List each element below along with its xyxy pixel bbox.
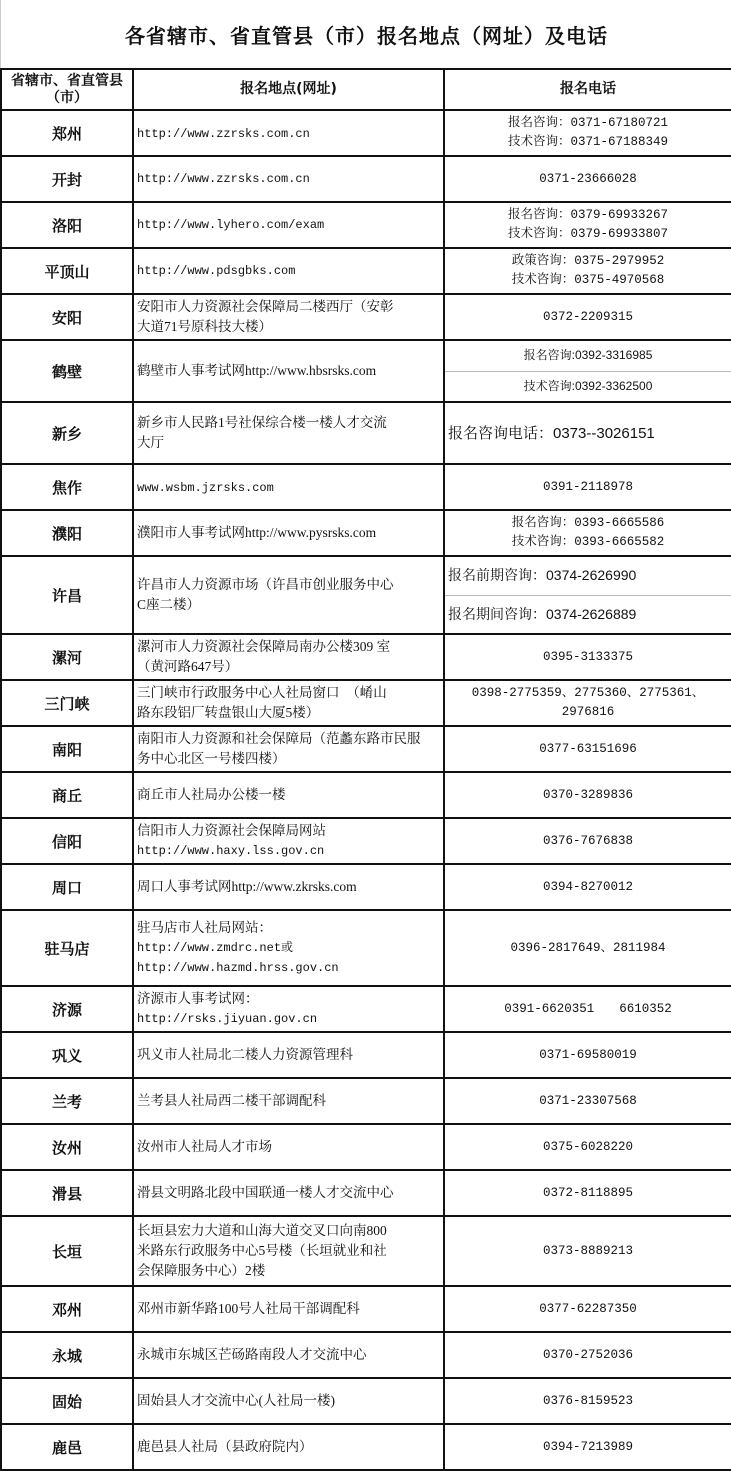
address-line: http://www.pdsgbks.com <box>137 264 296 278</box>
registration-phone <box>444 1124 731 1170</box>
registration-phone <box>444 1216 731 1286</box>
page-title: 各省辖市、省直管县（市）报名地点（网址）及电话 <box>0 0 731 69</box>
registration-address <box>133 986 444 1032</box>
city-name: 巩义 <box>1 1032 133 1078</box>
phone-line: 报名期间咨询：0374-2626889 <box>445 595 731 634</box>
registration-address <box>133 340 444 402</box>
table-row <box>1 202 731 248</box>
phone-line: 0377-63151696 <box>539 741 637 756</box>
phone-line: 0371-69580019 <box>539 1047 637 1062</box>
table-row <box>1 726 731 772</box>
registration-phone <box>444 464 731 510</box>
table-row <box>1 510 731 556</box>
registration-address <box>133 1124 444 1170</box>
table-row <box>1 340 731 402</box>
city-name: 济源 <box>1 986 133 1032</box>
city-name: 长垣 <box>1 1216 133 1286</box>
city-name: 滑县 <box>1 1170 133 1216</box>
registration-address <box>133 680 444 726</box>
table-row <box>1 1424 731 1470</box>
city-name: 开封 <box>1 156 133 202</box>
phone-line: 0371-23307568 <box>539 1093 637 1108</box>
table-row <box>1 986 731 1032</box>
registration-phone <box>444 634 731 680</box>
city-name: 固始 <box>1 1378 133 1424</box>
phone-line: 0373-8889213 <box>542 1243 633 1258</box>
address-line: http://www.lyhero.com/exam <box>137 218 325 232</box>
phone-line: 0376-8159523 <box>542 1393 633 1408</box>
registration-address <box>133 1378 444 1424</box>
address-text: 周口人事考试网http://www.zkrsks.com <box>137 879 357 894</box>
phone-line: 0376-7676838 <box>542 833 633 848</box>
phone-line: 0394-8270012 <box>542 879 633 894</box>
city-name: 郑州 <box>1 110 133 156</box>
address-line: 济源市人事考试网： <box>137 991 259 1006</box>
address-text: 巩义市人社局北二楼人力资源管理科 <box>137 1047 353 1062</box>
address-line: （黄河路647号） <box>137 659 239 674</box>
address-line: 漯河市人力资源社会保障局南办公楼309 室 <box>137 639 391 654</box>
address-line: 务中心北区一号楼四楼） <box>137 751 286 766</box>
table-header-row <box>1 69 731 110</box>
registration-phone <box>444 110 731 156</box>
address-line: 会保障服务中心）2楼 <box>137 1263 266 1278</box>
city-name: 永城 <box>1 1332 133 1378</box>
registration-address <box>133 818 444 864</box>
city-name: 商丘 <box>1 772 133 818</box>
phone-line: 2976816 <box>561 705 615 719</box>
registration-address <box>133 864 444 910</box>
header-address: 报名地点(网址) <box>133 69 444 110</box>
table-row <box>1 634 731 680</box>
phone-line: 0391-2118978 <box>542 479 633 494</box>
registration-phone <box>444 910 731 986</box>
table-row <box>1 1032 731 1078</box>
registration-address <box>133 772 444 818</box>
registration-address <box>133 510 444 556</box>
address-text: 汝州市人社局人才市场 <box>137 1139 272 1154</box>
phone-line: 技术咨询:0392-3362500 <box>445 371 731 402</box>
phone-line: 0391-6620351 6610352 <box>504 1001 672 1016</box>
city-name: 许昌 <box>1 556 133 634</box>
phone-line: 0372-8118895 <box>542 1185 633 1200</box>
registration-phone <box>444 864 731 910</box>
city-name: 鹿邑 <box>1 1424 133 1470</box>
phone-line: 0370-3289836 <box>542 787 633 802</box>
registration-address <box>133 248 444 294</box>
registration-address <box>133 726 444 772</box>
table-row <box>1 772 731 818</box>
phone-line: 报名咨询:0392-3316985 <box>523 348 653 363</box>
registration-phone <box>444 294 731 340</box>
registration-phone <box>444 1078 731 1124</box>
registration-phone <box>444 772 731 818</box>
table-row <box>1 1124 731 1170</box>
address-line: C座二楼） <box>137 597 201 612</box>
city-name: 漯河 <box>1 634 133 680</box>
city-name: 邓州 <box>1 1286 133 1332</box>
table-row <box>1 818 731 864</box>
address-line: 三门峡市行政服务中心人社局窗口 （崤山 <box>137 685 387 700</box>
city-name: 南阳 <box>1 726 133 772</box>
address-text: 鹿邑县人社局（县政府院内） <box>137 1439 313 1454</box>
phone-line: 技术咨询：0371-67188349 <box>507 135 669 149</box>
registration-phone <box>444 1424 731 1470</box>
phone-line: 报名咨询：0371-67180721 <box>507 116 669 130</box>
registration-address <box>133 402 444 464</box>
address-line: 南阳市人力资源和社会保障局（范蠡东路市民服 <box>137 731 421 746</box>
address-line: 信阳市人力资源社会保障局网站 <box>137 823 326 838</box>
address-text: www.wsbm.jzrsks.com <box>137 480 274 495</box>
phone-line: 报名前期咨询：0374-2626990 <box>448 567 637 584</box>
registration-phone <box>444 818 731 864</box>
table-row <box>1 1332 731 1378</box>
phone-line: 0396-2817649、2811984 <box>510 940 666 955</box>
registration-address <box>133 202 444 248</box>
city-name: 周口 <box>1 864 133 910</box>
table-row <box>1 1378 731 1424</box>
address-line: 驻马店市人社局网站： <box>137 920 272 935</box>
table-row <box>1 110 731 156</box>
registration-phone <box>444 156 731 202</box>
table-row <box>1 556 731 634</box>
registration-phone <box>444 202 731 248</box>
registration-address <box>133 1332 444 1378</box>
table-row <box>1 1170 731 1216</box>
address-line: http://www.zzrsks.com.cn <box>137 172 310 186</box>
city-name: 安阳 <box>1 294 133 340</box>
registration-address <box>133 1032 444 1078</box>
registration-address <box>133 1286 444 1332</box>
registration-phone <box>444 248 731 294</box>
registration-phone <box>444 1378 731 1424</box>
registration-address <box>133 1170 444 1216</box>
registration-phone <box>444 402 731 464</box>
phone-line: 0375-6028220 <box>542 1139 633 1154</box>
table-row <box>1 1216 731 1286</box>
table-row <box>1 1286 731 1332</box>
phone-line: 0371-23666028 <box>539 171 637 186</box>
address-line: http://rsks.jiyuan.gov.cn <box>137 1012 318 1026</box>
registration-table <box>0 68 731 1471</box>
address-text: 鹤壁市人事考试网http://www.hbsrsks.com <box>137 363 377 378</box>
phone-line: 0370-2752036 <box>542 1347 633 1362</box>
address-text: 濮阳市人事考试网http://www.pysrsks.com <box>137 525 377 540</box>
registration-address <box>133 464 444 510</box>
city-name: 信阳 <box>1 818 133 864</box>
phone-line: 0395-3133375 <box>542 649 633 664</box>
header-city: 省辖市、省直管县（市） <box>1 69 133 110</box>
address-text: 滑县文明路北段中国联通一楼人才交流中心 <box>137 1185 394 1200</box>
phone-line: 0398-2775359、2775360、2775361、 <box>471 686 705 700</box>
table-row <box>1 402 731 464</box>
address-line: 大厅 <box>137 435 164 450</box>
phone-line: 政策咨询：0375-2979952 <box>511 254 665 268</box>
registration-phone <box>444 556 731 634</box>
registration-address <box>133 634 444 680</box>
phone-line: 报名咨询：0379-69933267 <box>507 208 669 222</box>
address-line: 大道71号原科技大楼） <box>137 319 272 334</box>
table-row <box>1 680 731 726</box>
table-row <box>1 248 731 294</box>
address-line: 安阳市人力资源社会保障局二楼西厅（安彰 <box>137 299 394 314</box>
address-text: 永城市东城区芒砀路南段人才交流中心 <box>137 1347 367 1362</box>
registration-address <box>133 156 444 202</box>
city-name: 洛阳 <box>1 202 133 248</box>
registration-phone <box>444 510 731 556</box>
registration-address <box>133 294 444 340</box>
city-name: 三门峡 <box>1 680 133 726</box>
table-row <box>1 464 731 510</box>
registration-phone <box>444 1286 731 1332</box>
table-row <box>1 910 731 986</box>
address-line: http://www.hazmd.hrss.gov.cn <box>137 961 339 975</box>
registration-phone <box>444 1032 731 1078</box>
table-row <box>1 1078 731 1124</box>
address-line: 米路东行政服务中心5号楼（长垣就业和社 <box>137 1243 387 1258</box>
city-name: 兰考 <box>1 1078 133 1124</box>
address-text: 兰考县人社局西二楼干部调配科 <box>137 1093 326 1108</box>
table-row <box>1 294 731 340</box>
city-name: 驻马店 <box>1 910 133 986</box>
address-text: http://www.zzrsks.com.cn <box>137 126 310 141</box>
phone-line: 0372-2209315 <box>542 309 633 324</box>
city-name: 焦作 <box>1 464 133 510</box>
registration-address <box>133 1216 444 1286</box>
registration-address <box>133 110 444 156</box>
phone-line: 报名咨询：0393-6665586 <box>511 516 665 530</box>
address-line: 路东段铝厂转盘银山大厦5楼） <box>137 705 320 720</box>
registration-address <box>133 910 444 986</box>
address-text: 商丘市人社局办公楼一楼 <box>137 787 286 802</box>
table-row <box>1 156 731 202</box>
phone-line: 0394-7213989 <box>542 1439 633 1454</box>
registration-address <box>133 556 444 634</box>
city-name: 鹤壁 <box>1 340 133 402</box>
table-row <box>1 864 731 910</box>
address-text: 邓州市新华路100号人社局干部调配科 <box>137 1301 360 1316</box>
phone-line: 0377-62287350 <box>539 1301 637 1316</box>
phone-line: 技术咨询：0375-4970568 <box>511 273 665 287</box>
city-name: 平顶山 <box>1 248 133 294</box>
registration-phone <box>444 726 731 772</box>
address-line: http://www.zmdrc.net或 <box>137 941 294 955</box>
registration-address <box>133 1424 444 1470</box>
address-line: http://www.haxy.lss.gov.cn <box>137 844 325 858</box>
registration-phone <box>444 340 731 402</box>
registration-phone <box>444 986 731 1032</box>
address-text: 固始县人才交流中心(人社局一楼) <box>137 1393 335 1408</box>
header-phone: 报名电话 <box>444 69 731 110</box>
phone-line: 技术咨询：0393-6665582 <box>511 535 665 549</box>
address-line: 新乡市人民路1号社保综合楼一楼人才交流 <box>137 415 387 430</box>
address-line: 许昌市人力资源市场（许昌市创业服务中心 <box>137 577 394 592</box>
registration-address <box>133 1078 444 1124</box>
address-line: 长垣县宏力大道和山海大道交叉口向南800 <box>137 1223 387 1238</box>
registration-phone <box>444 1332 731 1378</box>
registration-phone <box>444 1170 731 1216</box>
phone-line: 技术咨询：0379-69933807 <box>507 227 669 241</box>
city-name: 濮阳 <box>1 510 133 556</box>
city-name: 新乡 <box>1 402 133 464</box>
registration-phone <box>444 680 731 726</box>
phone-line: 报名咨询电话：0373--3026151 <box>448 424 655 442</box>
city-name: 汝州 <box>1 1124 133 1170</box>
